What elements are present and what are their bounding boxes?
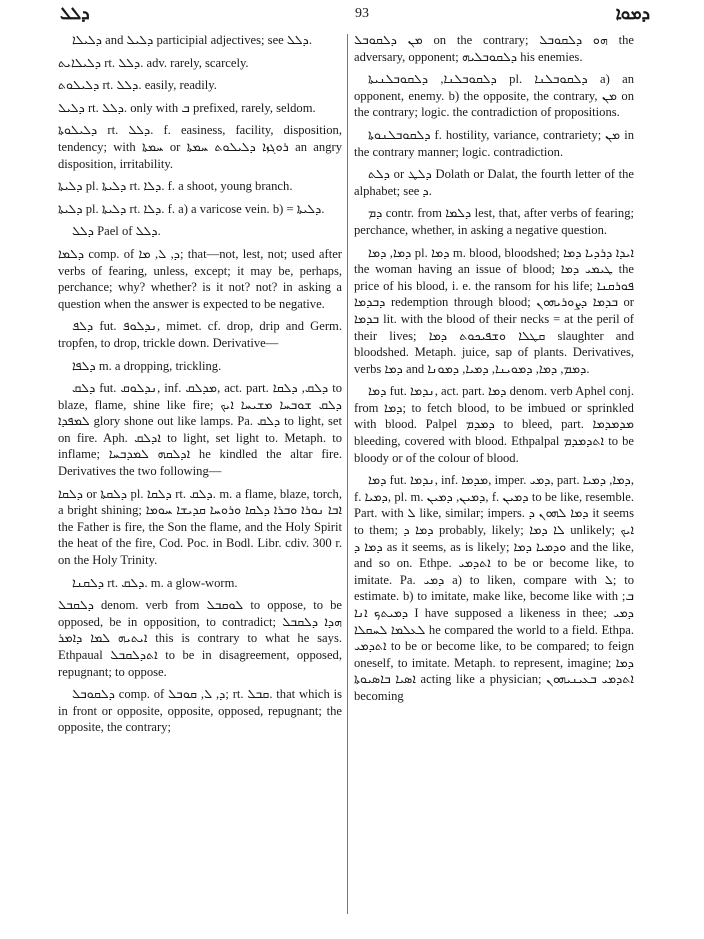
dictionary-entry: ܕܡ contr. from ܕܠܡܐ lest, that, after verbs of fearing; perchance, whether, in asking a negative question.	[354, 206, 634, 237]
dictionary-entry: ܡܢ ܕܠܩܘܒܠ on the contrary; ܗܘ ܕܠܩܘܒܠ the adversary, opponent; ܕܠܩܘܒܠܝܗ his enemies.	[354, 33, 634, 64]
dictionary-entry: ܕܠܝܠܘܬܐ rt. ܕܠܠ. f. easiness, facility, disposition, tendency; with ܚܡܬܐ or ܪܘܓܙܐ ܕܠܝܠܘܬ ܚܡܬܐ an angry disposition, irritability.	[58, 123, 342, 171]
dictionary-entry: ܕܠܝܬܐ pl. ܕܠܝܬܐ rt. ܕܠܐ. f. a shoot, young branch.	[58, 179, 293, 194]
header-left-word: ܕܠܠ	[60, 4, 90, 23]
dictionary-entry: ܕܠܩܘܒܠܢܐ, ܕܠܩܘܒܠܢܝܬܐ pl. ܕܠܩܘܒܠܢܐ a) an opponent, enemy. b) the opposite, the contrary, ܡܢ on the contrary; logic. the contradiction of propositions.	[354, 72, 634, 120]
dictionary-entry: ܕܠܝܠܐ and ܕܠܝܠ participial adjectives; see ܕܠܠ.	[72, 33, 313, 47]
dictionary-entry: ܕܡܐ fut. ܢܕܡܐ, inf. ܡܕܡܐ, imper. ܕܡܝ, part. ܕܡܐ, ܕܡܝܐ, f. ܕܡܝܐ, pl. m. ܕܡܝܢ, ܕܡܝܢ, f. ܕܡܝܢ to be like, resemble. Part. with ܠ like, similar; impers. ܕܡܐ ܠܗܘܢ ܕ it seems to them; ܕܡܐ ܕ probably, likely; ܠܐ ܕܡܐ unlikely; ܐܝܟ ܕܡܐ ܕ as it seems, as is likely; ܘܕܡܝܐ ܕܡܐ and the like, and so on. Ethpe. ܐܬܕܡܝ to be or become like, to imitate. Pa. ܕܡܝ a) to liken, compare with ܠ; to estimate. b) to imitate, make like, become like with ܒ; ܕܡܝܬܟ ܐܢܐ I have supposed a likeness in thee; ܕܡܝ ܠܥܠܡܐ ܠܚܩܠܐ he compared the world to a field. Ethpa. ܐܬܕܡܝ to be or become like, to be compared; to feign oneself, to imitate. Metaph. to represent, imagine; ܕܡܐ ܐܣܝܐ ܒܐܣܝܘܬܐ acting like a physician; ܐܬܕܡܝ ܒܥܝܢܝܗܘܢ becoming	[354, 473, 635, 703]
dictionary-entry: ܕܠܝܠܐܝܬ rt. ܕܠܠ. adv. rarely, scarcely.	[58, 55, 249, 70]
dictionary-entry: ܕܡܐ, ܕܡܐ pl. ܕܡܐ m. blood, bloodshed; ܐܝܕܐ ܕܪܕܝܐ ܕܡܐ the woman having an issue of blood; ܛܝܡܝ ܕܡܐ the price of his blood, i. e. the ransom for his life; ܦܘܪܩܢܐ ܕܒܕܡܐ redemption through blood; ܒܕܡܐ ܕܨܘܪܝܗܘܢ or ܒܕܡܐ lit. with the blood of their necks = at the peril of their lives; ܩܛܠܐ ܘܫܦܝܟܘܬ ܕܡܐ slaughter and bloodshed. Metaph. juice, sap of plants. Derivatives, verbs ܕܡܐ and ܕܡܡ, ܕܡܐ, ܕܡܘܝܢܐ, ܕܡܝܐ, ܕܡܘܢܐ.	[354, 245, 634, 376]
left-column	[58, 32, 342, 742]
dictionary-entry: ܕܠܩܘܒܠܢܘܬܐ f. hostility, variance, contrariety; ܡܢ in the contrary manner; logic. contradiction.	[354, 127, 634, 159]
right-column	[354, 32, 634, 711]
dictionary-entry: ܕܠܝܬܐ pl. ܕܠܝܬܐ rt. ܕܠܐ. f. a) a varicose vein. b) = ܕܠܝܬܐ.	[58, 201, 325, 216]
dictionary-entry: ܕܠܩܒܠ denom. verb from ܠܘܩܒܠ to oppose, to be opposed, be in opposition, to contradict; ܗܕܐ ܕܠܩܒܠ ܐܝܬܝܗ ܠܡܐ ܕܐܡܪ this is contrary to what he says. Ethpaual ܐܬܕܠܩܒܠ to be in disagreement, opposed, repugnant; to oppose.	[58, 598, 342, 679]
dictionary-entry: ܕܠܩܐ or ܕܠܩܬܐ pl. ܕܠܩܐ rt. ܕܠܩ. m. a flame, blaze, torch, a bright shining; ܐܒܐ ܢܘܪܐ ܘܒܪܐ ܕܠܩܐ ܘܪܘܚܐ ܩܕܝܫܐ ܚܘܡܐ the Father is fire, the Son the flame, and the Holy Spirit the heat of the fire, Cod. Poc. in Bodl. Libr. cdiv. 300 r. on the Holy Trinity.	[58, 486, 343, 568]
dictionary-entry: ܕܠܝܠܘܬ rt. ܕܠܠ. easily, readily.	[58, 78, 217, 93]
dictionary-entry: ܕܠܩ fut. ܢܕܠܘܩ, inf. ܡܕܠܩ, act. part. ܕܠܩ, ܕܠܩܐ to blaze, flame, shine like fire; ܕܠܩ ܫܘܒܚܐ ܡܫܝܚܐ ܐܝܟ ܠܡܦܕܐ glory shone out like lamps. Pa. ܕܠܩ to light, set on fire. Aph. ܐܕܠܩ to light, set light to. Metaph. to inflame; ܐܕܠܩܗ ܠܡܕܒܚܐ he kindled the altar fire. Derivatives the two following—	[58, 381, 343, 479]
page-number: 93	[355, 6, 369, 21]
header-right-word: ܕܡܘܐ	[615, 4, 650, 23]
dictionary-entry: ܕܡܐ fut. ܢܕܡܐ, act. part. ܕܡܐ denom. verb Aphel conj. from ܕܡܐ; to fetch blood, to be imbued or sprinkled with blood. Palpel ܕܡܕܡ to bleed, part. ܡܕܡܕܡܐ bleeding, covered with blood. Ethpalpal ܐܬܕܡܕܡ to be bloody or of the colour of blood.	[354, 384, 634, 465]
dictionary-entry: ܕܠܝܠ rt. ܕܠܠ. only with ܒ prefixed, rarely, seldom.	[58, 100, 316, 115]
column-divider	[347, 34, 348, 914]
dictionary-entry: ܕܠܦܐ m. a dropping, trickling.	[72, 358, 222, 373]
dictionary-entry: ܕܠܠ Pael of ܕܠܠ.	[72, 224, 161, 239]
dictionary-entry: ܕܠܬ or ܕܠܛ Dolath or Dalat, the fourth letter of the alphabet; see ܕ.	[354, 167, 634, 198]
dictionary-entry: ܕܠܩܘܒܠ comp. of ܕ, ܠ, ܩܘܒܠ; rt. ܩܒܠ. that which is in front or opposite, opposite, opposed, repugnant; the opposite, the contrary;	[58, 687, 342, 735]
dictionary-entry: ܕܠܦ fut. ܢܕܠܘܦ, mimet. cf. drop, drip and Germ. tropfen, to drop, trickle down. Derivative—	[58, 319, 342, 350]
dictionary-entry: ܕܠܩܢܐ rt. ܕܠܩ. m. a glow-worm.	[72, 575, 238, 590]
dictionary-entry: ܕܠܡܐ comp. of ܕ, ܠ, ܡܐ; that—not, lest, not; used after verbs of fearing, unless, except; it may be, perhaps, perchance; why? whether? is it not? not? in asking a question when the answer is expected to be negative.	[58, 246, 342, 311]
page-header	[60, 4, 664, 26]
